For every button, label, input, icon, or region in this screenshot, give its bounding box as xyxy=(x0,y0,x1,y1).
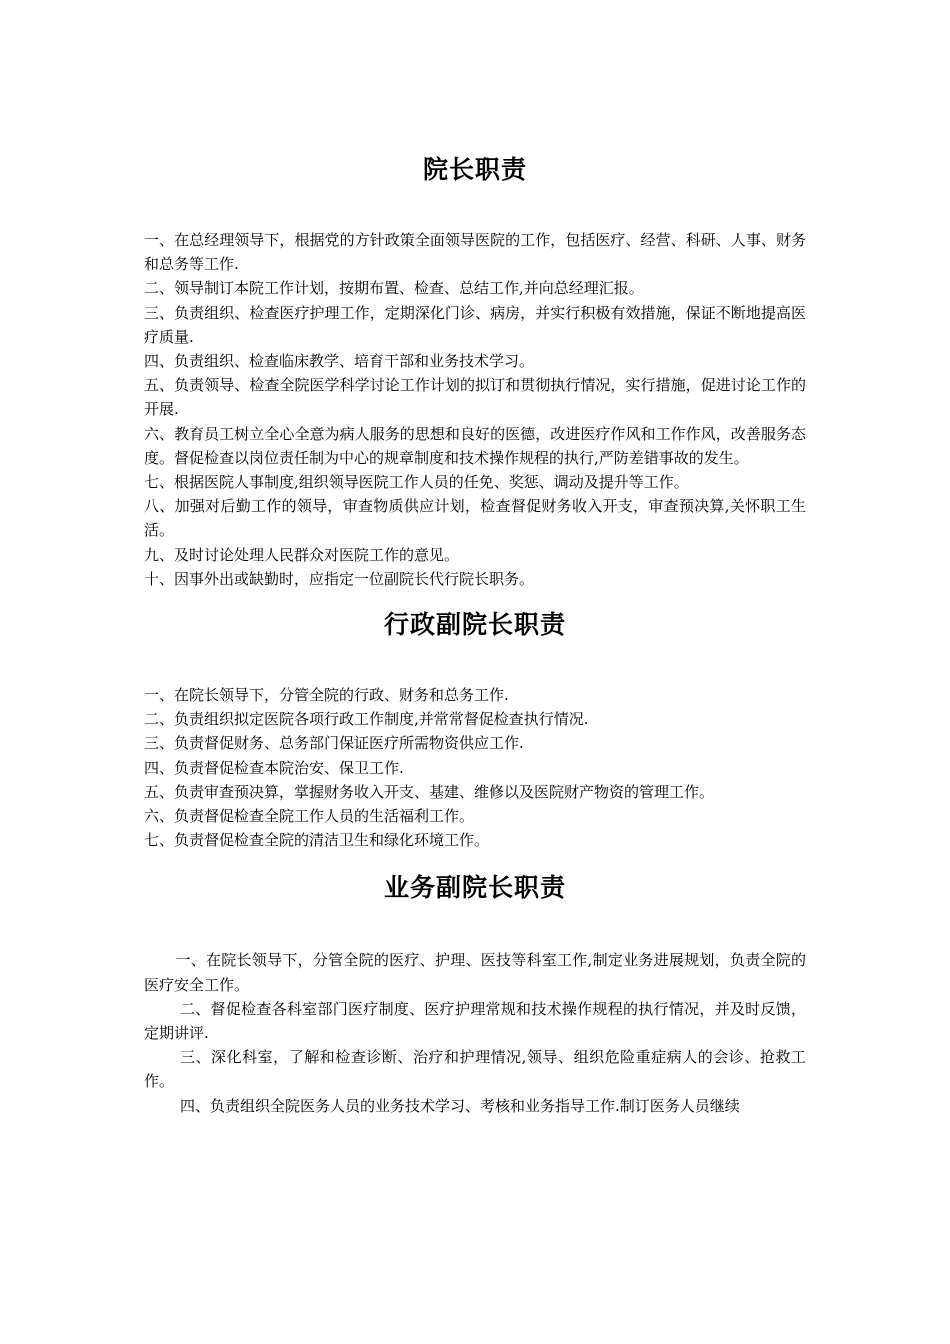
duty-item: 七、负责督促检查全院的清洁卫生和绿化环境工作。 xyxy=(144,831,490,850)
duty-item: 四、负责组织、检查临床教学、培育干部和业务技术学习。 xyxy=(144,352,535,371)
duty-item: 四、负责督促检查本院治安、保卫工作. xyxy=(144,758,404,777)
duty-item: 四、负责组织全院医务人员的业务技术学习、考核和业务指导工作.制订医务人员继续 xyxy=(180,1096,740,1115)
duty-item: 一、在院长领导下，分管全院的行政、财务和总务工作. xyxy=(144,686,509,705)
document-content xyxy=(144,150,806,1118)
section-body-medical-vice-president xyxy=(144,948,806,1117)
duty-item: 六、负责督促检查全院工作人员的生活福利工作。 xyxy=(144,807,475,826)
duty-item: 三、负责督促财务、总务部门保证医疗所需物资供应工作. xyxy=(144,734,524,753)
duty-item: 五、负责审查预决算，掌握财务收入开支、基建、维修以及医院财产物资的管理工作。 xyxy=(144,782,715,801)
duty-item: 九、及时讨论处理人民群众对医院工作的意见。 xyxy=(144,545,460,564)
section-body-admin-vice-president xyxy=(144,683,806,852)
duty-item: 二、督促检查各科室部门医疗制度、医疗护理常规和技术操作规程的执行情况，并及时反馈，定期讲评. xyxy=(144,999,806,1043)
section-title-president: 院长职责 xyxy=(422,155,527,184)
section-title-medical-vice-president: 业务副院长职责 xyxy=(383,873,566,903)
duty-item: 一、在院长领导下，分管全院的医疗、护理、医技等科室工作,制定业务进展规划，负责全院的医疗安全工作。 xyxy=(144,951,806,994)
duty-item: 二、领导制订本院工作计划，按期布置、检查、总结工作,并向总经理汇报。 xyxy=(144,279,644,298)
duty-item: 三、负责组织、检查医疗护理工作，定期深化门诊、病房，并实行积极有效措施，保证不断地提高医疗质量. xyxy=(144,303,806,346)
section-title-admin-vice-president: 行政副院长职责 xyxy=(383,610,566,640)
duty-item: 五、负责领导、检查全院医学科学讨论工作计划的拟订和贯彻执行情况，实行措施，促进讨论工作的开展. xyxy=(144,376,806,419)
duty-item: 一、在总经理领导下，根据党的方针政策全面领导医院的工作，包括医疗、经营、科研、人事、财务和总务等工作. xyxy=(144,231,806,274)
duty-item: 十、因事外出或缺勤时，应指定一位副院长代行院长职务。 xyxy=(144,569,535,588)
duty-item: 六、教育员工树立全心全意为病人服务的思想和良好的医德，改进医疗作风和工作作风，改善服务态度。督促检查以岗位责任制为中心的规章制度和技术操作规程的执行,严防差错事故的发生。 xyxy=(144,424,806,467)
duty-item: 三、深化科室，了解和检查诊断、治疗和护理情况,领导、组织危险重症病人的会诊、抢救工作。 xyxy=(144,1048,806,1091)
duty-item: 二、负责组织拟定医院各项行政工作制度,并常常督促检查执行情况. xyxy=(144,710,589,729)
duty-item: 七、根据医院人事制度,组织领导医院工作人员的任免、奖惩、调动及提升等工作。 xyxy=(144,473,689,492)
duty-item: 八、加强对后勤工作的领导，审查物质供应计划，检查督促财务收入开支，审查预决算,关怀职工生活。 xyxy=(144,497,806,540)
section-body-president xyxy=(144,228,806,591)
